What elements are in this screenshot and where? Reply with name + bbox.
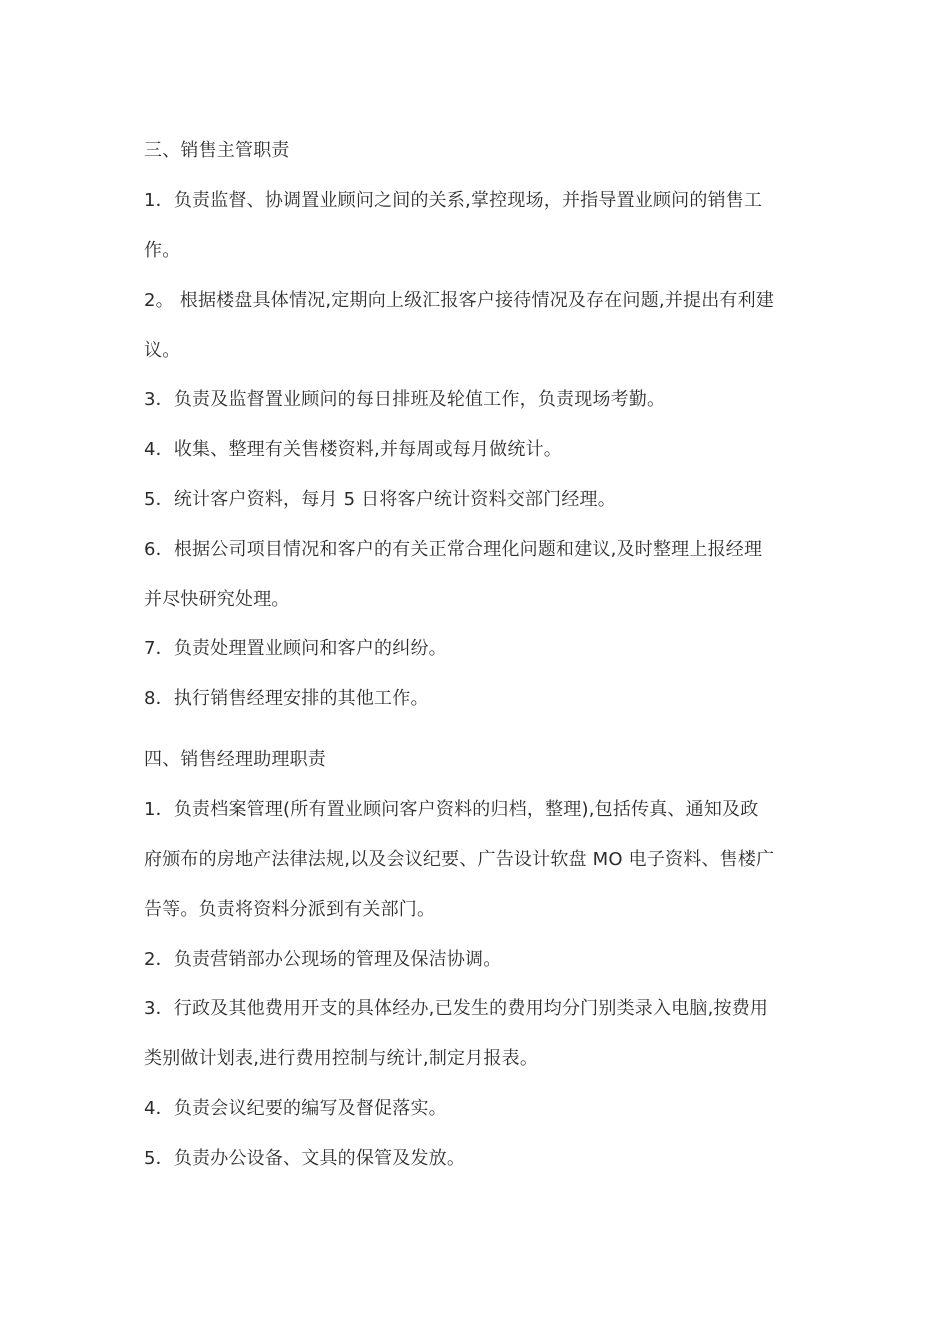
section-3-line-8: 6．根据公司项目情况和客户的有关正常合理化问题和建议,及时整理上报经理 xyxy=(144,539,763,560)
section-4-line-7: 4．负责会议纪要的编写及督促落实。 xyxy=(144,1098,447,1119)
section-4-heading: 四、销售经理助理职责 xyxy=(144,749,326,770)
section-3-line-4: 议。 xyxy=(144,340,181,361)
section-3-line-9: 并尽快研究处理。 xyxy=(144,589,290,610)
section-3-line-5: 3．负责及监督置业顾问的每日排班及轮值工作，负责现场考勤。 xyxy=(144,389,666,410)
section-3-line-1: 1．负责监督、协调置业顾问之间的关系,掌控现场，并指导置业顾问的销售工 xyxy=(144,190,763,211)
section-4-line-1: 1．负责档案管理(所有置业顾问客户资料的归档，整理),包括传真、通知及政 xyxy=(144,799,759,820)
section-4-line-5: 3．行政及其他费用开支的具体经办,已发生的费用均分门别类录入电脑,按费用 xyxy=(144,998,769,1019)
section-3-heading: 三、销售主管职责 xyxy=(144,140,290,161)
section-4-line-8: 5．负责办公设备、文具的保管及发放。 xyxy=(144,1148,466,1169)
section-3-line-6: 4．收集、整理有关售楼资料,并每周或每月做统计。 xyxy=(144,439,562,460)
section-4-line-4: 2．负责营销部办公现场的管理及保洁协调。 xyxy=(144,949,502,970)
section-3-line-2: 作。 xyxy=(144,240,181,261)
section-4-line-2: 府颁布的房地产法律法规,以及会议纪要、广告设计软盘 MO 电子资料、售楼广 xyxy=(144,849,775,870)
section-3-line-10: 7．负责处理置业顾问和客户的纠纷。 xyxy=(144,638,447,659)
section-4-line-6: 类别做计划表,进行费用控制与统计,制定月报表。 xyxy=(144,1048,539,1069)
section-3-line-3: 2。 根据楼盘具体情况,定期向上级汇报客户接待情况及存在问题,并提出有利建 xyxy=(144,290,775,311)
section-4-line-3: 告等。负责将资料分派到有关部门。 xyxy=(144,899,436,920)
section-3-line-11: 8．执行销售经理安排的其他工作。 xyxy=(144,688,429,709)
section-3-line-7: 5．统计客户资料，每月 5 日将客户统计资料交部门经理。 xyxy=(144,489,616,510)
